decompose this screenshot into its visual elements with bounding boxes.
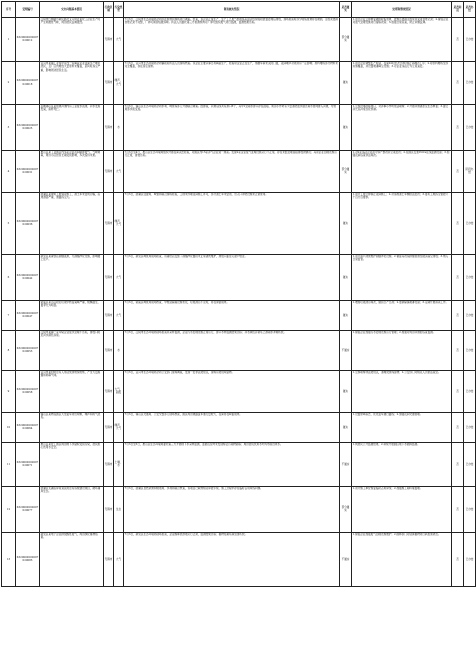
header-type: 污染类型 [114, 2, 124, 18]
row-process-cell: 7月3日，锡山区交通局、公安交警部门现场核查，园区周边道路货车通行量较大，夜间存在鸣笛现象。 [124, 412, 340, 442]
row-region-cell: 无锡市 [104, 61, 114, 104]
row-region-cell: 无锡市 [104, 442, 114, 486]
row-type-cell: 水 [114, 330, 124, 370]
row-fact-cell: 属实 [340, 412, 352, 442]
row-seq-cell: 4 [2, 150, 16, 192]
row-accountable-cell: 否 [452, 150, 464, 192]
row-type-cell: 大气 [114, 300, 124, 330]
row-result-cell: 1.责令工地立即停止夜间施工；2.对违规渣土车辆依法处罚；3.落实工地扬尘管控六个百分百要求。 [352, 192, 452, 254]
row-seq-cell: 8 [2, 330, 16, 370]
row-issue-cell: 滨湖区某建筑工地昼夜施工，渣土车未密闭运输，沿途洒落严重，道路扬尘大。 [40, 192, 104, 254]
table-body [2, 17, 476, 586]
header-seq: 序号 [2, 2, 16, 18]
table-row [2, 300, 476, 330]
row-seq-cell: 10 [2, 412, 16, 442]
row-seq-cell: 5 [2, 192, 16, 254]
row-process-cell: 7月3日，江阴市生态环境局现场检查并采样监测，企业污水处理设施正常运行，排口水样监测结果达标；河水颜色异常系上游雨水冲刷所致。 [124, 330, 340, 370]
row-process-cell: 7月3日，锡山区生态环境局会同水利、城管等部门开展联合调查。经排查，河道沿线共有排口6个，其中1处雨水排口存在混接，周边小作坊有少量清洗废水通过雨水管网排入河道，导致局部水质变差。 [124, 104, 340, 150]
row-issue-cell: 滨湖区太湖沿岸某景区附近有违规建设项目，破坏湖岸生态。 [40, 486, 104, 532]
row-result-cell: 1.责令施工单位恢复临时占用岸线；2.加强施工期环境监理。 [352, 486, 452, 532]
row-result-cell: 1.责令商户清洗维护油烟净化设施；2.督促其改造排烟管道至楼顶高空排放；3.纳入日常监管。 [352, 254, 452, 300]
row-close-cell: 已办结 [464, 17, 476, 61]
row-close-cell: 已办结 [464, 300, 476, 330]
row-close-cell: 已办结 [464, 442, 476, 486]
row-type-cell: 生态 [114, 486, 124, 532]
table-header-row [2, 2, 476, 18]
row-fact-cell: 属实 [340, 370, 352, 412]
row-result-cell: 1.责令企业调整生产时间，夜间22时至次日6时停止高噪声工序；2.对原料堆场全部实施覆盖，并设置喷淋降尘设施；3.对企业违法行为立案查处。 [352, 61, 452, 104]
row-issue-cell: 反映锡山区某街道河道内有工业废水直排，河水发黑发臭，鱼虾死亡。 [40, 104, 104, 150]
row-accountable-cell: 否 [452, 412, 464, 442]
header-process: 调查核实情况 [124, 2, 340, 18]
row-issue-cell: 宜兴市某村附近有人非法焚烧电线电缆，产生大量黑烟和刺鼻气味。 [40, 370, 104, 412]
row-seq-cell: 11 [2, 442, 16, 486]
row-region-cell: 无锡市 [104, 17, 114, 61]
row-accountable-cell: 否 [452, 442, 464, 486]
row-result-cell: 1.责令企业立即修复破损收集管道，按规范更换活性炭并完善台账记录；2.督促企业对废气处理设施进行提标改造；3.加强日常巡查，防止问题反弹。 [352, 17, 452, 61]
row-issue-cell: 宜兴市某镇工业集中区内一家陶瓷企业夜间生产噪声扰民，且厂区内堆放大量原料未覆盖，起风时扬尘严重，影响周边居民生活。 [40, 61, 104, 104]
row-process-cell: 7月3日，新吴区城管局现场检查，该餐饮店安装了油烟净化器但未正常清洗维护，排放口距住宅窗户较近。 [124, 254, 340, 300]
row-type-cell: 大气 [114, 254, 124, 300]
row-process-cell: 7月3日，江阴市生态环境局会同所在街道到现场进行调查。经查，该企业正常生产，生产工艺废气经收集后由活性炭吸附装置处理后排放，现场检查时部分收集管道存在破损，活性炭更换台账记录不完整，厂界可闻到轻微异味。执法人员委托第三方检测机构对厂界无组织废气进行监测，监测结果达标。 [124, 17, 340, 61]
row-result-cell: 1.对2家违法企业责令停产整改并立案处罚；2.在园区安装VOCs在线监测设备；3.加强夜间巡查执法频次。 [352, 150, 452, 192]
row-type-cell: 噪声、大气 [114, 412, 124, 442]
row-fact-cell: 不属实 [340, 330, 352, 370]
row-close-cell: 已办结 [464, 486, 476, 532]
row-close-cell: 阶段办结 [464, 150, 476, 192]
row-code-cell: X320000202007020025 [16, 104, 40, 150]
table-row [2, 442, 476, 486]
row-issue-cell: 江阴市红旗路与新民路交叉口附近某化工企业生产时产生刺激性气味，周边居民反映强烈。 [40, 17, 104, 61]
row-seq-cell: 3 [2, 104, 16, 150]
row-process-cell: 7月3日，滨湖区住建局、城管局联合现场检查，工地未办理夜间施工许可，部分渣土车未密闭，出入口冲洗设施未正常使用。 [124, 192, 340, 254]
header-accountable: 是否问责 [452, 2, 464, 18]
row-type-cell: 噪声、大气 [114, 61, 124, 104]
header-code: 受理编号 [16, 2, 40, 18]
row-process-cell: 7月3日，梁溪区城管局现场核查，中转站除臭设施老化，垃圾清运不及时，存在滞留现象。 [124, 300, 340, 330]
row-seq-cell: 2 [2, 61, 16, 104]
row-issue-cell: 锡山区某物流园区大型货车进出频繁，噪声和尾气扰民。 [40, 412, 104, 442]
row-result-cell: 1.设置禁鸣标志，优化货车通行路线；2.加强夜间交通管理。 [352, 412, 452, 442]
row-seq-cell: 9 [2, 370, 16, 412]
header-issue: 交办问题基本情况 [40, 2, 104, 18]
row-issue-cell: 江阴市某镇一家印染企业废水处理不达标，排放口附近河水颜色异常。 [40, 330, 104, 370]
row-accountable-cell: 否 [452, 300, 464, 330]
table-row [2, 254, 476, 300]
row-seq-cell: 6 [2, 254, 16, 300]
row-code-cell: X320000202007020018 [16, 61, 40, 104]
row-code-cell: X320000202007020077 [16, 486, 40, 532]
row-accountable-cell: 否 [452, 61, 464, 104]
row-fact-cell: 属实 [340, 61, 352, 104]
row-accountable-cell: 否 [452, 330, 464, 370]
row-seq-cell: 1 [2, 17, 16, 61]
row-fact-cell: 属实 [340, 192, 352, 254]
row-code-cell: X320000202007020064 [16, 412, 40, 442]
row-close-cell: 已办结 [464, 370, 476, 412]
table-row [2, 61, 476, 104]
header-region: 行政区域 [104, 2, 114, 18]
row-region-cell: 无锡市 [104, 104, 114, 150]
row-type-cell: 大气 [114, 17, 124, 61]
row-type-cell: 水 [114, 104, 124, 150]
row-region-cell: 无锡市 [104, 330, 114, 370]
table-row [2, 17, 476, 61]
row-region-cell: 无锡市 [104, 486, 114, 532]
row-close-cell: 已办结 [464, 104, 476, 150]
row-close-cell: 已办结 [464, 330, 476, 370]
row-accountable-cell: 否 [452, 17, 464, 61]
row-seq-cell: 7 [2, 300, 16, 330]
row-process-cell: 7月3日至5日，惠山区生态环境局委托第三方开展地下水采样监测，监测点位均未发现特征污染物超标；周边居民饮用水均为市政自来水。 [124, 442, 340, 486]
row-code-cell: X320000202007020036 [16, 192, 40, 254]
header-close: 是否办结 [464, 2, 476, 18]
row-region-cell: 无锡市 [104, 254, 114, 300]
row-accountable-cell: 否 [452, 104, 464, 150]
row-fact-cell: 属实 [340, 104, 352, 150]
row-region-cell: 无锡市 [104, 300, 114, 330]
row-region-cell: 无锡市 [104, 192, 114, 254]
row-accountable-cell: 否 [452, 192, 464, 254]
complaint-table [1, 1, 476, 587]
row-issue-cell: 惠山区某工业园区内多家企业夜间偷排废气，气味刺鼻，周边小区居民长期受到影响，多次投诉未果。 [40, 150, 104, 192]
row-fact-cell: 部分属实 [340, 486, 352, 532]
row-code-cell: X320000202007020031 [16, 150, 40, 192]
table-row [2, 104, 476, 150]
row-code-cell: X320000202007020042 [16, 254, 40, 300]
row-result-cell: 1.向居民公开监测结果；2.持续开展园区地下水跟踪监测。 [352, 442, 452, 486]
row-issue-cell: 新吴区某电子企业排放酸性废气，周边绿化植物枯黄。 [40, 532, 104, 586]
table-row [2, 370, 476, 412]
row-result-cell: 1.督促企业加强污水处理设施运行管理；2.加强对周边河道的巡查监测。 [352, 330, 452, 370]
row-process-cell: 7月3日，宜兴市生态环境局会同公安部门现场调查，发现一处非法焚烧点，现场有焚烧残留物。 [124, 370, 340, 412]
row-type-cell: 噪声、大气 [114, 192, 124, 254]
row-close-cell: 已办结 [464, 192, 476, 254]
row-result-cell: 1.立即封堵混接排口，对涉事小作坊依法取缔；2.开展河道清淤及生态修复；3.建立河长巡河常态化机制。 [352, 104, 452, 150]
row-fact-cell: 部分属实 [340, 150, 352, 192]
header-result: 处理和整改情况 [352, 2, 452, 18]
row-region-cell: 无锡市 [104, 150, 114, 192]
row-issue-cell: 梁溪区某小区附近垃圾中转站臭味严重，蚊蝇滋生，夏季尤为明显。 [40, 300, 104, 330]
row-process-cell: 7月3日，宜兴市生态环境局会同镇政府执法人员现场核查。该企业主要从事日用陶瓷生产，检查时企业正在生产，球磨车间未关闭门窗，夜间噪声对周边有一定影响；原料堆场部分物料未完全覆盖，存在扬尘现象。 [124, 61, 340, 104]
row-close-cell: 已办结 [464, 412, 476, 442]
row-code-cell: X320000202007020053 [16, 330, 40, 370]
row-code-cell: X320000202007020047 [16, 300, 40, 330]
row-close-cell: 已办结 [464, 254, 476, 300]
table-row [2, 192, 476, 254]
header-fact: 是否属实 [340, 2, 352, 18]
row-fact-cell: 部分属实 [340, 17, 352, 61]
row-process-cell: 7月3日至4日，惠山区生态环境局组织开展夜间突击检查，对园区内15家涉气企业逐一排查。发现2家企业废气处理设施运行不正常，存在未经处理直接排放的情况；其余企业治理设施运行正常，排放达标。 [124, 150, 340, 192]
table-row [2, 532, 476, 586]
row-accountable-cell: 否 [452, 370, 464, 412]
table-row [2, 330, 476, 370]
row-seq-cell: 12 [2, 486, 16, 532]
row-code-cell: X320000202007020012 [16, 17, 40, 61]
row-result-cell: 1.督促企业加强废气治理设施维护；2.园林部门对枯黄植物进行病虫害防治。 [352, 532, 452, 586]
row-type-cell: 大气、固废 [114, 370, 124, 412]
row-accountable-cell: 否 [452, 532, 464, 586]
table-row [2, 150, 476, 192]
row-region-cell: 无锡市 [104, 412, 114, 442]
row-region-cell: 无锡市 [104, 370, 114, 412]
row-seq-cell: 13 [2, 532, 16, 586]
row-fact-cell: 不属实 [340, 532, 352, 586]
table-row [2, 486, 476, 532]
row-result-cell: 1.立即取缔非法焚烧点，清理焚烧残留物；2.公安部门对相关人员依法查处。 [352, 370, 452, 412]
row-accountable-cell: 否 [452, 254, 464, 300]
row-fact-cell: 属实 [340, 254, 352, 300]
row-code-cell: X320000202007020071 [16, 442, 40, 486]
row-code-cell: X320000202007020058 [16, 370, 40, 412]
row-issue-cell: 新吴区某餐饮店油烟直排，无油烟净化设施，影响楼上住户。 [40, 254, 104, 300]
row-result-cell: 1.增加垃圾清运频次，做到日产日清；2.更新除臭喷淋设备；3.定期开展消杀工作。 [352, 300, 452, 330]
row-fact-cell: 属实 [340, 300, 352, 330]
row-type-cell: 大气 [114, 532, 124, 586]
row-code-cell: X320000202007020083 [16, 532, 40, 586]
table-row [2, 412, 476, 442]
row-process-cell: 7月3日，新吴区生态环境局现场检查，企业酸雾洗涤塔运行正常，监测结果达标；植物枯黄系病虫害所致。 [124, 532, 340, 586]
row-issue-cell: 惠山区某化工园区周边地下水疑似受到污染，居民担心饮用水安全。 [40, 442, 104, 486]
row-close-cell: 已办结 [464, 61, 476, 104]
row-region-cell: 无锡市 [104, 532, 114, 586]
row-process-cell: 7月3日，滨湖区自然资源和规划局、水利局联合核查，该项目已取得相关审批手续，施工过程中存在临时占用岸线问题。 [124, 486, 340, 532]
row-close-cell: 已办结 [464, 532, 476, 586]
row-fact-cell: 不属实 [340, 442, 352, 486]
row-type-cell: 土壤、水 [114, 442, 124, 486]
row-accountable-cell: 否 [452, 486, 464, 532]
row-type-cell: 大气 [114, 150, 124, 192]
